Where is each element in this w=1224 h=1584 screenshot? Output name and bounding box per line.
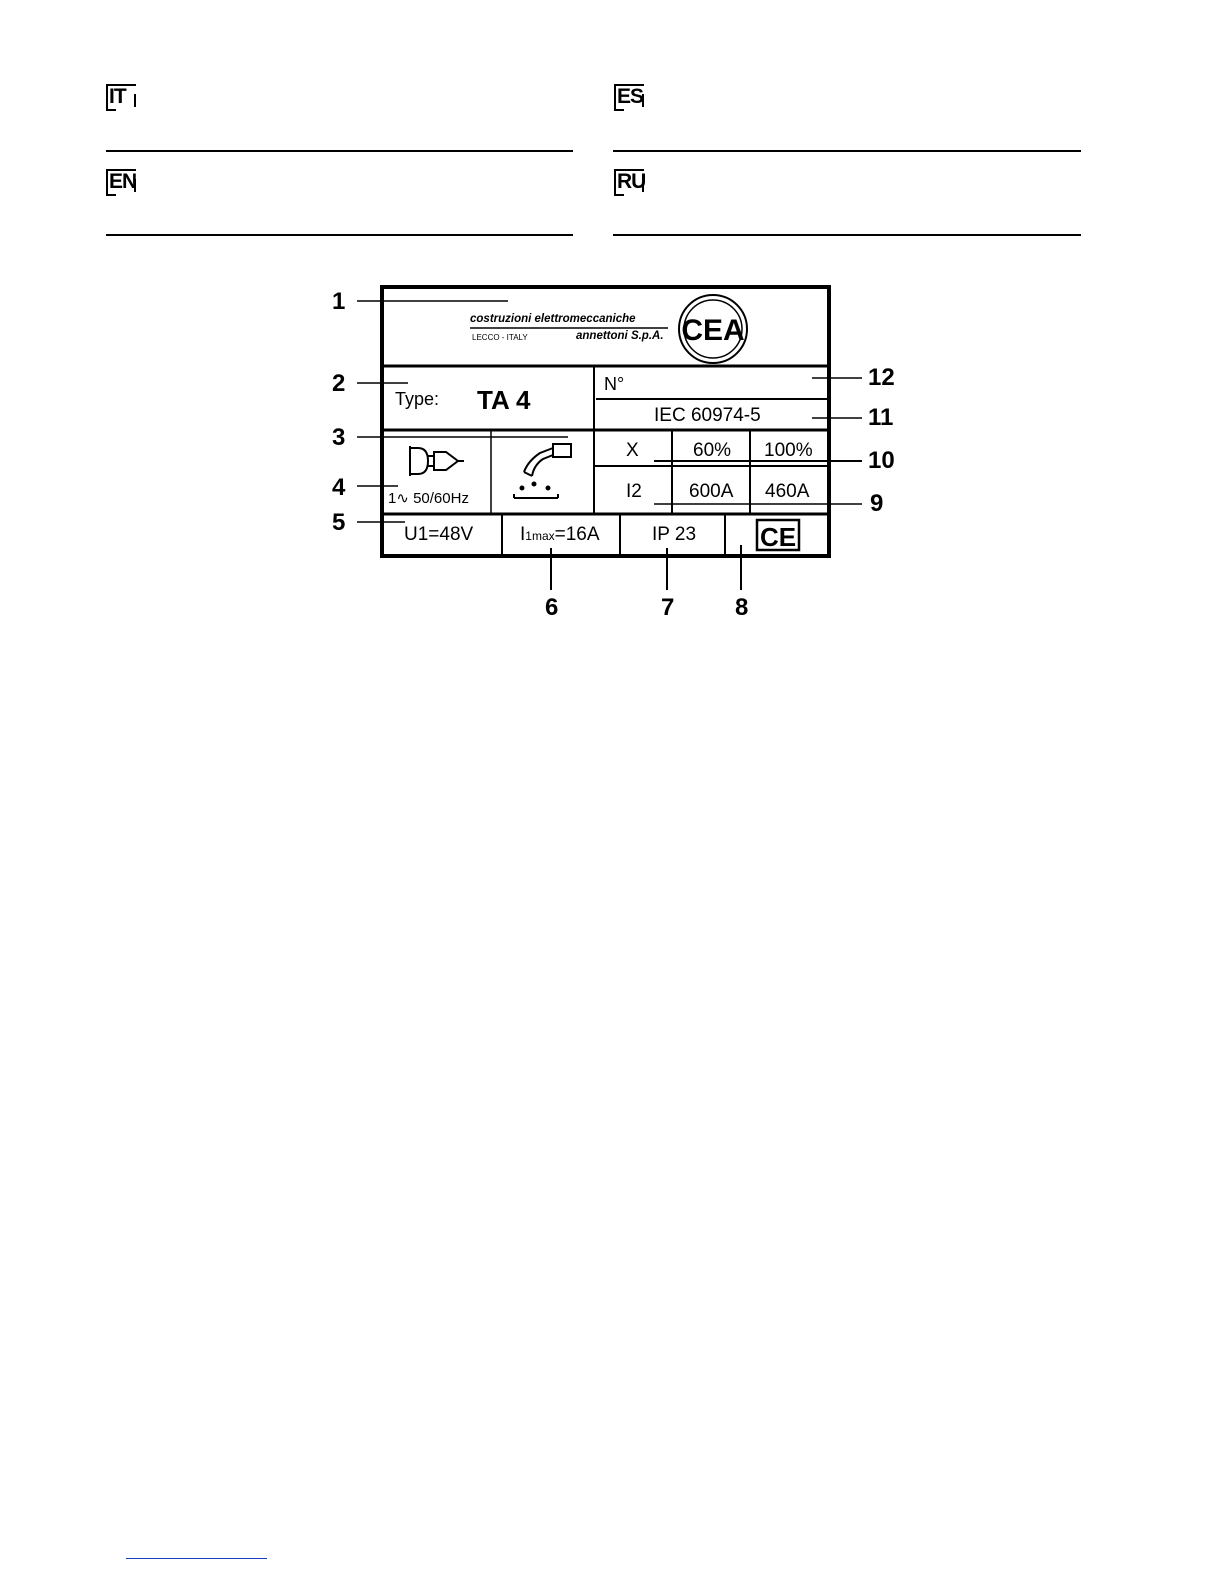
- manufacturer-location: LECCO - ITALY: [472, 333, 528, 342]
- callout-6: 6: [545, 594, 559, 621]
- duty-i2-label: I2: [626, 481, 642, 502]
- svg-text:CE: CE: [759, 522, 797, 552]
- ip-rating: IP 23: [652, 524, 697, 545]
- callout-5: 5: [332, 509, 346, 536]
- standard-label: IEC 60974-5: [654, 405, 761, 426]
- callout-10: 10: [868, 447, 895, 474]
- callout-2: 2: [332, 370, 346, 397]
- i1max-value: =16A: [554, 524, 600, 545]
- lang-code-it: IT: [109, 85, 126, 108]
- footer-link-underline[interactable]: [126, 1558, 267, 1559]
- manufacturer-line1: costruzioni elettromeccaniche: [470, 313, 636, 325]
- ce-mark-icon: [757, 520, 799, 552]
- plug-icon: [410, 446, 464, 476]
- type-value: TA 4: [477, 385, 531, 415]
- i1max-label: [520, 524, 600, 546]
- callout-8: 8: [735, 594, 749, 621]
- callout-9: 9: [870, 490, 884, 517]
- manufacturer-line2: annettoni S.p.A.: [576, 330, 664, 342]
- callout-4: 4: [332, 474, 346, 501]
- u1-label: U1=48V: [404, 524, 474, 545]
- torch-icon: [514, 444, 571, 498]
- callout-7: 7: [661, 594, 675, 621]
- duty-x-value-1: 60%: [693, 440, 732, 461]
- type-label: Type:: [395, 389, 440, 409]
- supply-label: 1∿ 50/60Hz: [388, 490, 469, 507]
- svg-text:CEA: CEA: [681, 314, 745, 347]
- duty-x-value-2: 100%: [764, 440, 813, 461]
- callout-3: 3: [332, 424, 346, 451]
- lang-code-ru: RU: [617, 170, 646, 193]
- duty-i2-value-2: 460A: [765, 481, 810, 502]
- callout-12: 12: [868, 364, 895, 391]
- duty-i2-value-1: 600A: [689, 481, 734, 502]
- callout-1: 1: [332, 288, 346, 315]
- callout-11: 11: [868, 404, 894, 431]
- duty-x-label: X: [626, 440, 639, 461]
- i1max-prefix: I: [520, 524, 526, 545]
- i1max-subscript: 1max: [525, 529, 555, 543]
- lang-code-en: EN: [109, 170, 137, 193]
- serial-label: N°: [604, 374, 625, 394]
- lang-code-es: ES: [617, 85, 644, 108]
- cea-logo-icon: [679, 295, 747, 363]
